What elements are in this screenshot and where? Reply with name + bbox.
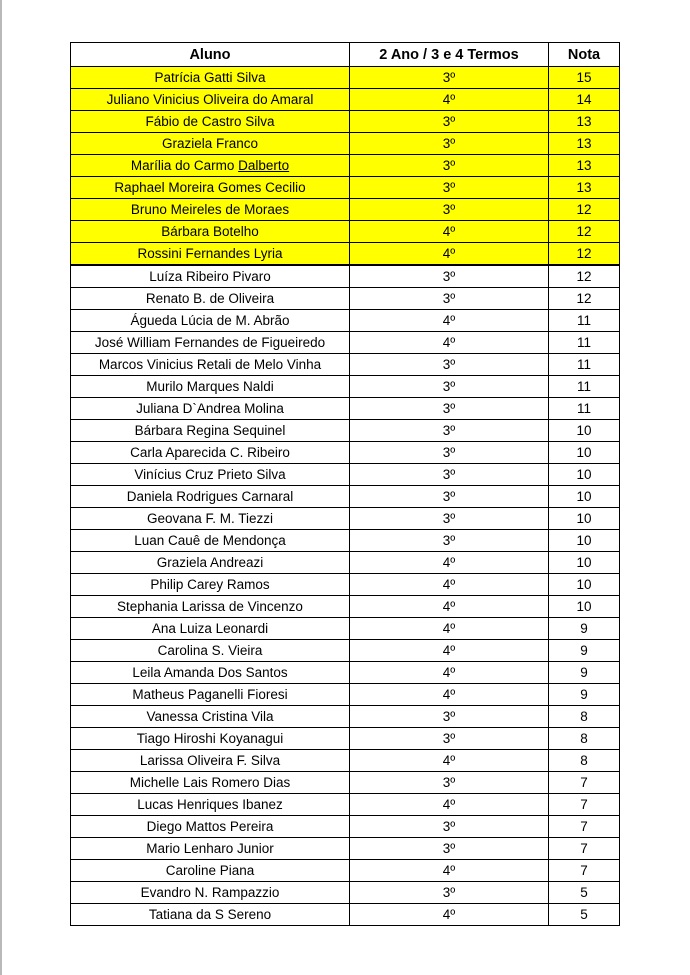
student-name-cell — [71, 133, 350, 155]
student-grade: 7 — [549, 860, 620, 882]
student-name-cell — [71, 508, 350, 530]
student-grade: 10 — [549, 464, 620, 486]
student-grade: 8 — [549, 706, 620, 728]
student-term: 3º — [350, 728, 549, 750]
student-grade: 7 — [549, 816, 620, 838]
table-row — [71, 508, 620, 530]
student-name-cell — [71, 728, 350, 750]
student-name-cell — [71, 354, 350, 376]
student-name: Vinícius Cruz Prieto Silva — [134, 467, 286, 482]
header-student: Aluno — [71, 43, 350, 67]
student-term: 3º — [350, 133, 549, 155]
student-name-cell — [71, 552, 350, 574]
student-name-cell — [71, 574, 350, 596]
student-grade: 9 — [549, 618, 620, 640]
table-row — [71, 199, 620, 221]
student-term: 4º — [350, 574, 549, 596]
student-name: Marília do Carmo — [130, 158, 239, 173]
student-grade: 10 — [549, 596, 620, 618]
student-term: 4º — [350, 243, 549, 266]
student-grade: 12 — [549, 243, 620, 266]
table-row — [71, 750, 620, 772]
student-grade: 13 — [549, 155, 620, 177]
table-row — [71, 310, 620, 332]
student-name-cell — [71, 596, 350, 618]
student-name: Juliana D`Andrea Molina — [136, 401, 284, 416]
table-row — [71, 464, 620, 486]
student-grade: 10 — [549, 574, 620, 596]
table-row — [71, 640, 620, 662]
table-row — [71, 860, 620, 882]
student-grade: 11 — [549, 398, 620, 420]
student-term: 3º — [350, 882, 549, 904]
table-row — [71, 596, 620, 618]
table-row — [71, 794, 620, 816]
student-grade: 14 — [549, 89, 620, 111]
student-name-cell — [71, 486, 350, 508]
student-name: Luíza Ribeiro Pivaro — [149, 269, 271, 284]
student-grade: 11 — [549, 310, 620, 332]
student-grade: 10 — [549, 508, 620, 530]
student-term: 4º — [350, 860, 549, 882]
student-term: 4º — [350, 640, 549, 662]
table-row — [71, 177, 620, 199]
student-name: Vanessa Cristina Vila — [146, 709, 274, 724]
student-name-cell — [71, 882, 350, 904]
student-grade: 10 — [549, 420, 620, 442]
student-grade: 10 — [549, 552, 620, 574]
student-term: 3º — [350, 199, 549, 221]
student-name-underlined: Dalberto — [238, 158, 290, 173]
student-name-cell — [71, 243, 350, 266]
header-grade: Nota — [549, 43, 620, 67]
student-term: 3º — [350, 706, 549, 728]
student-name-cell — [71, 618, 350, 640]
student-grade: 9 — [549, 662, 620, 684]
student-term: 3º — [350, 486, 549, 508]
student-name: Ana Luiza Leonardi — [151, 621, 269, 636]
student-name-cell — [71, 640, 350, 662]
student-term: 3º — [350, 177, 549, 199]
table-row — [71, 728, 620, 750]
student-name-cell — [71, 662, 350, 684]
table-row — [71, 398, 620, 420]
student-name-cell — [71, 420, 350, 442]
student-name: Fábio de Castro Silva — [145, 114, 275, 129]
table-row — [71, 376, 620, 398]
student-name: Carla Aparecida C. Ribeiro — [130, 445, 290, 460]
student-term: 3º — [350, 508, 549, 530]
table-row — [71, 442, 620, 464]
student-term: 4º — [350, 794, 549, 816]
student-term: 3º — [350, 772, 549, 794]
table-row — [71, 243, 620, 266]
student-grade: 9 — [549, 684, 620, 706]
student-name: Murilo Marques Naldi — [146, 379, 274, 394]
student-name: Graziela Franco — [161, 136, 259, 151]
student-name-cell — [71, 288, 350, 310]
student-name-cell — [71, 199, 350, 221]
student-name-cell — [71, 67, 350, 89]
student-name-cell — [71, 111, 350, 133]
table-row — [71, 552, 620, 574]
student-term: 4º — [350, 750, 549, 772]
table-row — [71, 684, 620, 706]
table-row — [71, 662, 620, 684]
student-term: 4º — [350, 662, 549, 684]
student-name: Tatiana da S Sereno — [148, 907, 272, 922]
student-name-cell — [71, 265, 350, 288]
student-term: 4º — [350, 552, 549, 574]
student-grade: 10 — [549, 486, 620, 508]
student-name-cell — [71, 221, 350, 243]
student-name-cell — [71, 310, 350, 332]
page-left-edge — [0, 0, 2, 975]
table-row — [71, 420, 620, 442]
student-name-cell — [71, 772, 350, 794]
table-row — [71, 354, 620, 376]
student-name: Carolina S. Vieira — [157, 643, 263, 658]
header-row — [71, 43, 620, 67]
table-row — [71, 89, 620, 111]
table-row — [71, 288, 620, 310]
student-name: Bruno Meireles de Moraes — [130, 202, 290, 217]
student-grade: 8 — [549, 728, 620, 750]
student-name-cell — [71, 332, 350, 354]
table-row — [71, 265, 620, 288]
student-term: 4º — [350, 332, 549, 354]
student-term: 4º — [350, 684, 549, 706]
student-grade: 12 — [549, 288, 620, 310]
student-term: 4º — [350, 221, 549, 243]
student-term: 4º — [350, 310, 549, 332]
student-name: Daniela Rodrigues Carnaral — [126, 489, 294, 504]
student-term: 4º — [350, 618, 549, 640]
student-grade: 11 — [549, 332, 620, 354]
student-name: Philip Carey Ramos — [150, 577, 270, 592]
student-term: 4º — [350, 904, 549, 926]
student-name: Bárbara Botelho — [161, 224, 259, 239]
student-grade: 13 — [549, 133, 620, 155]
student-grade: 9 — [549, 640, 620, 662]
student-name-cell — [71, 155, 350, 177]
student-name: Caroline Piana — [165, 863, 255, 878]
table-row — [71, 706, 620, 728]
student-term: 3º — [350, 442, 549, 464]
student-grade: 15 — [549, 67, 620, 89]
table-row — [71, 530, 620, 552]
student-grade: 13 — [549, 111, 620, 133]
student-name-cell — [71, 706, 350, 728]
student-grade: 13 — [549, 177, 620, 199]
student-grade: 7 — [549, 772, 620, 794]
student-term: 3º — [350, 155, 549, 177]
student-grade: 11 — [549, 376, 620, 398]
student-term: 3º — [350, 530, 549, 552]
student-grade: 7 — [549, 794, 620, 816]
student-term: 3º — [350, 111, 549, 133]
student-term: 3º — [350, 288, 549, 310]
student-name: Juliano Vinicius Oliveira do Amaral — [106, 92, 314, 107]
table-row — [71, 486, 620, 508]
table-row — [71, 155, 620, 177]
student-grade: 12 — [549, 221, 620, 243]
student-name-cell — [71, 816, 350, 838]
student-name: José William Fernandes de Figueiredo — [94, 335, 326, 350]
student-name-cell — [71, 794, 350, 816]
table-row — [71, 816, 620, 838]
student-name: Renato B. de Oliveira — [145, 291, 275, 306]
student-name: Raphael Moreira Gomes Cecilio — [114, 180, 306, 195]
student-name: Marcos Vinicius Retali de Melo Vinha — [98, 357, 322, 372]
student-name: Geovana F. M. Tiezzi — [146, 511, 274, 526]
student-term: 4º — [350, 89, 549, 111]
table-row — [71, 882, 620, 904]
student-name: Rossini Fernandes Lyria — [137, 246, 283, 261]
student-name-cell — [71, 684, 350, 706]
student-name-cell — [71, 398, 350, 420]
student-name-cell — [71, 750, 350, 772]
student-name: Patrícia Gatti Silva — [154, 70, 266, 85]
table-row — [71, 111, 620, 133]
student-term: 3º — [350, 265, 549, 288]
table-row — [71, 838, 620, 860]
table-row — [71, 574, 620, 596]
table-row — [71, 67, 620, 89]
table-row — [71, 221, 620, 243]
student-name: Graziela Andreazi — [156, 555, 264, 570]
student-grade: 12 — [549, 265, 620, 288]
student-grade: 11 — [549, 354, 620, 376]
student-name-cell — [71, 89, 350, 111]
student-grade: 10 — [549, 442, 620, 464]
student-name: Michelle Lais Romero Dias — [129, 775, 291, 790]
student-name-cell — [71, 376, 350, 398]
student-grades-table — [70, 42, 620, 926]
student-name: Matheus Paganelli Fioresi — [132, 687, 288, 702]
student-name-cell — [71, 464, 350, 486]
student-grade: 5 — [549, 904, 620, 926]
student-term: 3º — [350, 67, 549, 89]
table-row — [71, 904, 620, 926]
student-grade: 7 — [549, 838, 620, 860]
student-term: 3º — [350, 354, 549, 376]
student-term: 3º — [350, 420, 549, 442]
student-name-cell — [71, 838, 350, 860]
student-name-cell — [71, 904, 350, 926]
student-grade: 10 — [549, 530, 620, 552]
student-name: Bárbara Regina Sequinel — [134, 423, 286, 438]
student-name: Diego Mattos Pereira — [146, 819, 274, 834]
student-term: 3º — [350, 398, 549, 420]
student-name: Leila Amanda Dos Santos — [132, 665, 288, 680]
student-name-cell — [71, 860, 350, 882]
student-term: 3º — [350, 376, 549, 398]
header-term: 2 Ano / 3 e 4 Termos — [350, 43, 549, 67]
student-name: Evandro N. Rampazzio — [140, 885, 280, 900]
student-grade: 5 — [549, 882, 620, 904]
student-term: 3º — [350, 816, 549, 838]
student-grade: 8 — [549, 750, 620, 772]
student-name: Luan Cauê de Mendonça — [134, 533, 286, 548]
student-term: 3º — [350, 838, 549, 860]
student-term: 3º — [350, 464, 549, 486]
student-name: Lucas Henriques Ibanez — [137, 797, 283, 812]
student-name-cell — [71, 177, 350, 199]
student-name: Stephania Larissa de Vincenzo — [117, 599, 303, 614]
table-row — [71, 133, 620, 155]
student-name: Águeda Lúcia de M. Abrão — [130, 313, 290, 328]
student-grade: 12 — [549, 199, 620, 221]
table-body — [71, 67, 620, 926]
table-row — [71, 772, 620, 794]
table-row — [71, 332, 620, 354]
student-name: Mario Lenharo Junior — [146, 841, 274, 856]
student-name: Larissa Oliveira F. Silva — [139, 753, 281, 768]
table-row — [71, 618, 620, 640]
student-name: Tiago Hiroshi Koyanagui — [136, 731, 284, 746]
student-name-cell — [71, 530, 350, 552]
student-term: 4º — [350, 596, 549, 618]
student-name-cell — [71, 442, 350, 464]
